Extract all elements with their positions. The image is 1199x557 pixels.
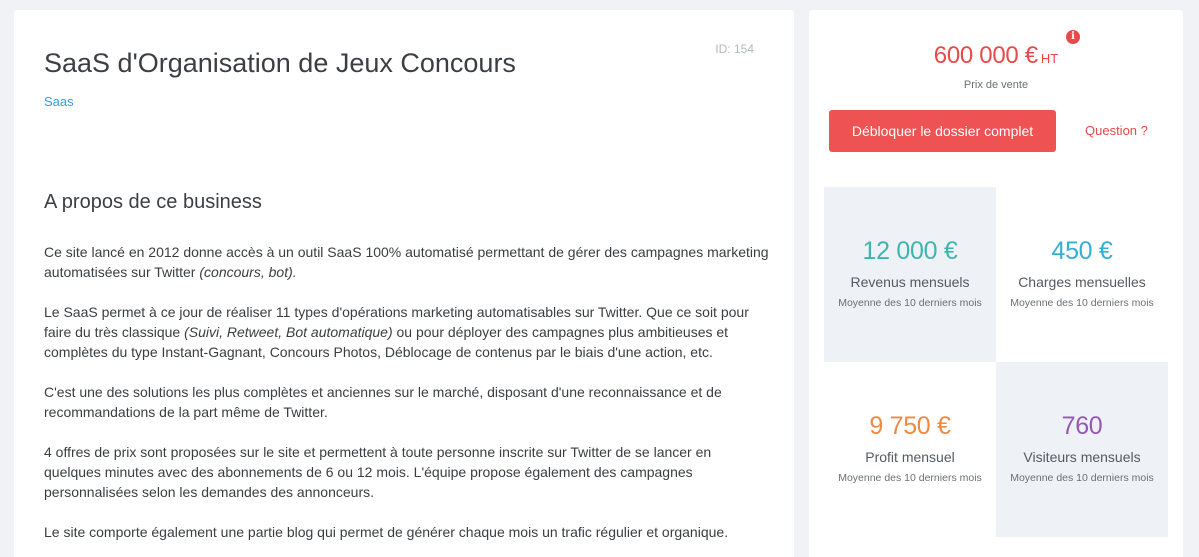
stat-value: 12 000 € <box>862 237 958 265</box>
pricing-card <box>809 10 1183 557</box>
stat-label: Revenus mensuels <box>850 274 970 290</box>
sale-price: 600 000 € <box>933 42 1038 69</box>
description-text: Le SaaS permet à ce jour de réaliser 11 types d'opérations marketing automatisables sur Twitter. Que ce soit pour faire du très classique <box>44 304 749 340</box>
stat-sub: Moyenne des 10 derniers mois <box>1010 472 1154 484</box>
about-section-title: A propos de ce business <box>44 191 262 213</box>
stat-label: Visiteurs mensuels <box>1023 449 1141 465</box>
description-paragraph: Le site comporte également une partie blog qui permet de générer chaque mois un trafic régulier et organique. <box>44 524 729 540</box>
stat-value: 9 750 € <box>869 412 951 440</box>
stat-sub: Moyenne des 10 derniers mois <box>838 297 982 309</box>
listing-title: SaaS d'Organisation de Jeux Concours <box>44 48 516 78</box>
stat-sub: Moyenne des 10 derniers mois <box>838 472 982 484</box>
unlock-dossier-button[interactable]: Débloquer le dossier complet <box>829 110 1056 152</box>
stat-label: Charges mensuelles <box>1018 274 1146 290</box>
listing-card <box>14 10 794 557</box>
stat-charges <box>996 187 1168 362</box>
description-paragraph <box>44 242 769 282</box>
stat-profit <box>824 362 996 537</box>
description-paragraph: C'est une des solutions les plus complètes et anciennes sur le marché, disposant d'une reconnaissance et de recommandations de la part même de Twitter. <box>44 384 722 420</box>
description-emphasis: (Suivi, Retweet, Bot automatique) <box>184 324 393 340</box>
stat-revenue <box>824 187 996 362</box>
price-row <box>809 42 1183 70</box>
info-icon[interactable]: i <box>1066 30 1080 44</box>
stat-sub: Moyenne des 10 derniers mois <box>1010 297 1154 309</box>
price-label: Prix de vente <box>963 79 1029 91</box>
description-text: ou pour déployer des campagnes plus ambitieuses et complètes du type Instant-Gagnant, Concours Photos, Déblocage de contenus par le biais d'une action, etc. <box>44 324 729 360</box>
listing-id: ID: 154 <box>715 42 754 56</box>
description-emphasis: (concours, bot). <box>199 264 297 280</box>
description-paragraph <box>44 302 769 362</box>
stat-value: 760 <box>1061 412 1103 440</box>
description-text: Ce site lancé en 2012 donne accès à un outil SaaS 100% automatisé permettant de gérer des campagnes marketing automatisées sur Twitter <box>44 244 769 280</box>
stat-visitors <box>996 362 1168 537</box>
business-description <box>44 242 769 557</box>
description-paragraph: 4 offres de prix sont proposées sur le site et permettent à toute personne inscrite sur Twitter de se lancer en quelques minutes avec des abonnements de 6 ou 12 mois. L'équipe propose également des campagnes personnalisées selon les demandes des annonceurs. <box>44 444 712 500</box>
price-unit: HT <box>1040 51 1059 66</box>
question-link[interactable]: Question ? <box>1085 123 1148 138</box>
stat-label: Profit mensuel <box>865 449 955 465</box>
category-link[interactable]: Saas <box>44 94 74 109</box>
stat-value: 450 € <box>1051 237 1113 265</box>
